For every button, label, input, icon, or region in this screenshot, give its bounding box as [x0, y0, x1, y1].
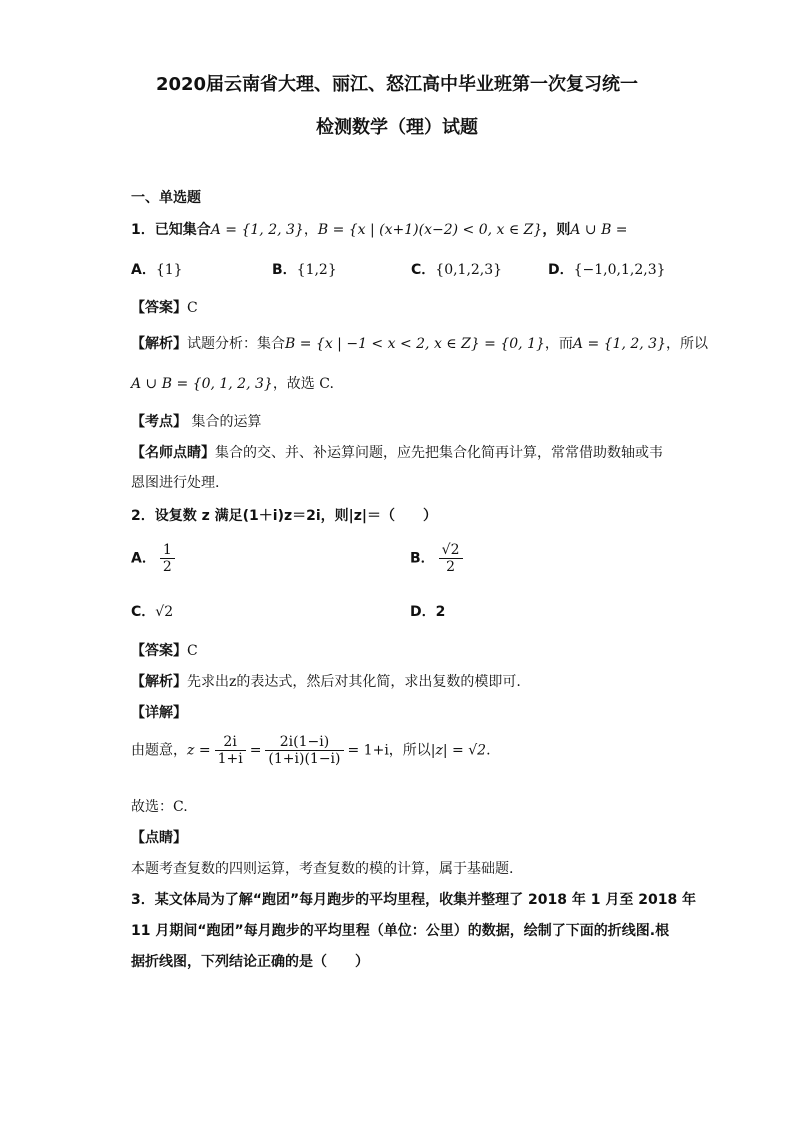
q1-option-a: A．{1}	[131, 262, 183, 278]
q1-tip-line-1: 【名师点睛】集合的交、并、补运算问题，应先把集合化简再计算，常常借助数轴或韦	[131, 445, 663, 461]
section-heading: 一、单选题	[131, 190, 201, 206]
q2-option-a-fraction: $\frac{1}{2}$	[160, 542, 175, 575]
q1-stem	[131, 219, 628, 239]
q1-sep: ，	[303, 222, 318, 238]
q1-option-d: D．{−1,0,1,2,3}	[548, 262, 666, 278]
q2-remark-tag: 【点睛】	[131, 830, 187, 846]
q3-line-2: 11 月期间“跑团”每月跑步的平均里程（单位：公里）的数据，绘制了下面的折线图.根	[131, 923, 670, 939]
q1-set-a: A = {1, 2, 3}	[210, 222, 304, 238]
q1-analysis-line-2: A ∪ B = {0, 1, 2, 3}，故选 C.	[131, 376, 334, 392]
point-tag: 【考点】	[131, 414, 187, 430]
q1-stem-prefix: 1．已知集合	[131, 222, 211, 238]
q1-option-b: B．{1,2}	[272, 262, 337, 278]
q1-tip-line-2: 恩图进行处理.	[131, 475, 220, 491]
title-line-1: 2020届云南省大理、丽江、怒江高中毕业班第一次复习统一	[155, 74, 639, 95]
q1-answer-value: C	[187, 300, 198, 316]
q1-stem-suffix: ，则	[542, 222, 571, 238]
title-line-2: 检测数学（理）试题	[316, 117, 478, 138]
q1-set-b: B = {x | (x+1)(x−2) < 0, x ∈ Z}	[317, 222, 543, 238]
answer-tag: 【答案】	[131, 300, 187, 316]
q2-option-a: A． $\frac{1}{2}$	[131, 542, 179, 575]
q2-detail-equation: 由题意，z = $\frac{2i}{1+i}$ = $\frac{2i(1-i)}{(1+i)(1-i)}$ = 1+i，所以|z| = √2.	[131, 734, 491, 767]
q1-analysis-line-1: 【解析】试题分析：集合B = {x | −1 < x < 2, x ∈ Z} = {0, 1}，而A = {1, 2, 3}，所以	[131, 336, 708, 352]
q2-fraction-1: $\frac{2i}{1+i}$	[215, 734, 246, 767]
analysis-tag: 【解析】	[131, 336, 187, 352]
q2-stem: 2．设复数 z 满足(1＋i)z＝2i，则|z|＝（ ）	[131, 508, 438, 524]
q1-option-c: C．{0,1,2,3}	[411, 262, 503, 278]
q2-option-d: D．2	[410, 604, 446, 620]
q2-answer: 【答案】C	[131, 643, 198, 659]
q3-line-1: 3．某文体局为了解“跑团”每月跑步的平均里程，收集并整理了 2018 年 1 月至 2018 年	[131, 892, 697, 908]
q2-detail-tag: 【详解】	[131, 705, 187, 721]
q1-ask: A ∪ B =	[570, 222, 628, 238]
q1-point: 【考点】 集合的运算	[131, 414, 262, 430]
q2-option-b: B． $\frac{√2}{2}$	[410, 542, 467, 575]
q2-fraction-2: $\frac{2i(1-i)}{(1+i)(1-i)}$	[265, 734, 343, 767]
q3-line-3: 据折线图，下列结论正确的是（ ）	[131, 954, 369, 970]
q2-remark: 本题考查复数的四则运算，考查复数的模的计算，属于基础题.	[131, 861, 514, 877]
q2-choose: 故选：C.	[131, 799, 188, 815]
q1-answer	[131, 297, 198, 317]
q2-option-c: C．√2	[131, 604, 174, 620]
q2-analysis: 【解析】先求出z的表达式，然后对其化简，求出复数的模即可.	[131, 674, 521, 690]
q2-option-b-fraction: $\frac{√2}{2}$	[439, 542, 463, 575]
tip-tag: 【名师点睛】	[131, 445, 215, 461]
